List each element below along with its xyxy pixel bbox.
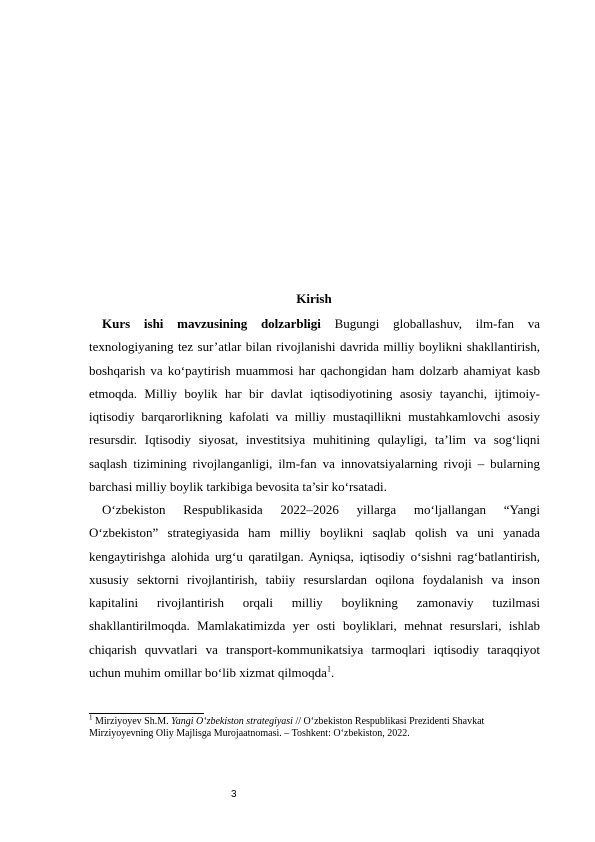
footnote-author: Mirziyoyev Sh.M.: [92, 716, 172, 727]
paragraph-strategy: [89, 498, 540, 684]
footnote-number: 1: [89, 713, 93, 722]
footnote-source: // O‘zbekiston Respublikasi Prezidenti Shavkat Mirziyoyevning Oliy Majlisga Murojaatnomasi. – Toshkent: O‘zbekiston, 2022.: [89, 716, 485, 739]
footnote-reference[interactable]: 1: [326, 664, 331, 674]
page-number: 3: [231, 789, 237, 800]
paragraph-relevance: [89, 312, 540, 498]
paragraph-text: O‘zbekiston Respublikasida 2022–2026 yillarga mo‘ljallangan “Yangi O‘zbekiston” strategiyasida ham milliy boylikni saqlab qolish va uni yanada kengaytirishga alohida urg‘u qaratilgan. Ayniqsa, iqtisodiy o‘sishni rag‘batlantirish, xususiy sektorni rivojlantirish, tabiiy resurslardan oqilona foydalanish va inson kapitalini rivojlantirish orqali milliy boylikning zamonaviy tuzilmasi shakllantirilmoqda. Mamlakatimizda yer osti boyliklari, mehnat resurslari, ishlab chiqarish quvvatlari va transport-kommunikatsiya tarmoqlari iqtisodiy taraqqiyot uchun muhim omillar bo‘lib xizmat qilmoqda: [89, 502, 540, 680]
footnote-divider: [89, 713, 204, 714]
paragraph-lead: Kurs ishi mavzusining dolzarbligi: [102, 316, 321, 331]
section-heading: Kirish: [296, 291, 332, 306]
footnote: [89, 713, 549, 740]
body-text: [89, 312, 540, 684]
paragraph-end: .: [330, 664, 335, 680]
paragraph-text: Bugungi globallashuv, ilm-fan va texnologiyaning tez sur’atlar bilan rivojlanishi davrida milliy boylikni shakllantirish, boshqarish va ko‘paytirish muammosi har qachongidan ham dolzarb ahamiyat kasb etmoqda. Milliy boylik har bir davlat iqtisodiyotining asosiy tayanchi, ijtimoiy-iqtisodiy barqarorlikning kafolati va milliy mustaqillikni mustahkamlovchi asosiy resursdir. Iqtisodiy siyosat, investitsiya muhitining qulayligi, ta’lim va sog‘liqni saqlash tizimining rivojlanganligi, ilm-fan va innovatsiyalarning rivoji – bularning barchasi milliy boylik tarkibiga bevosita ta’sir ko‘rsatadi.: [89, 316, 540, 494]
footnote-title: Yangi O‘zbekiston strategiyasi: [171, 716, 293, 727]
